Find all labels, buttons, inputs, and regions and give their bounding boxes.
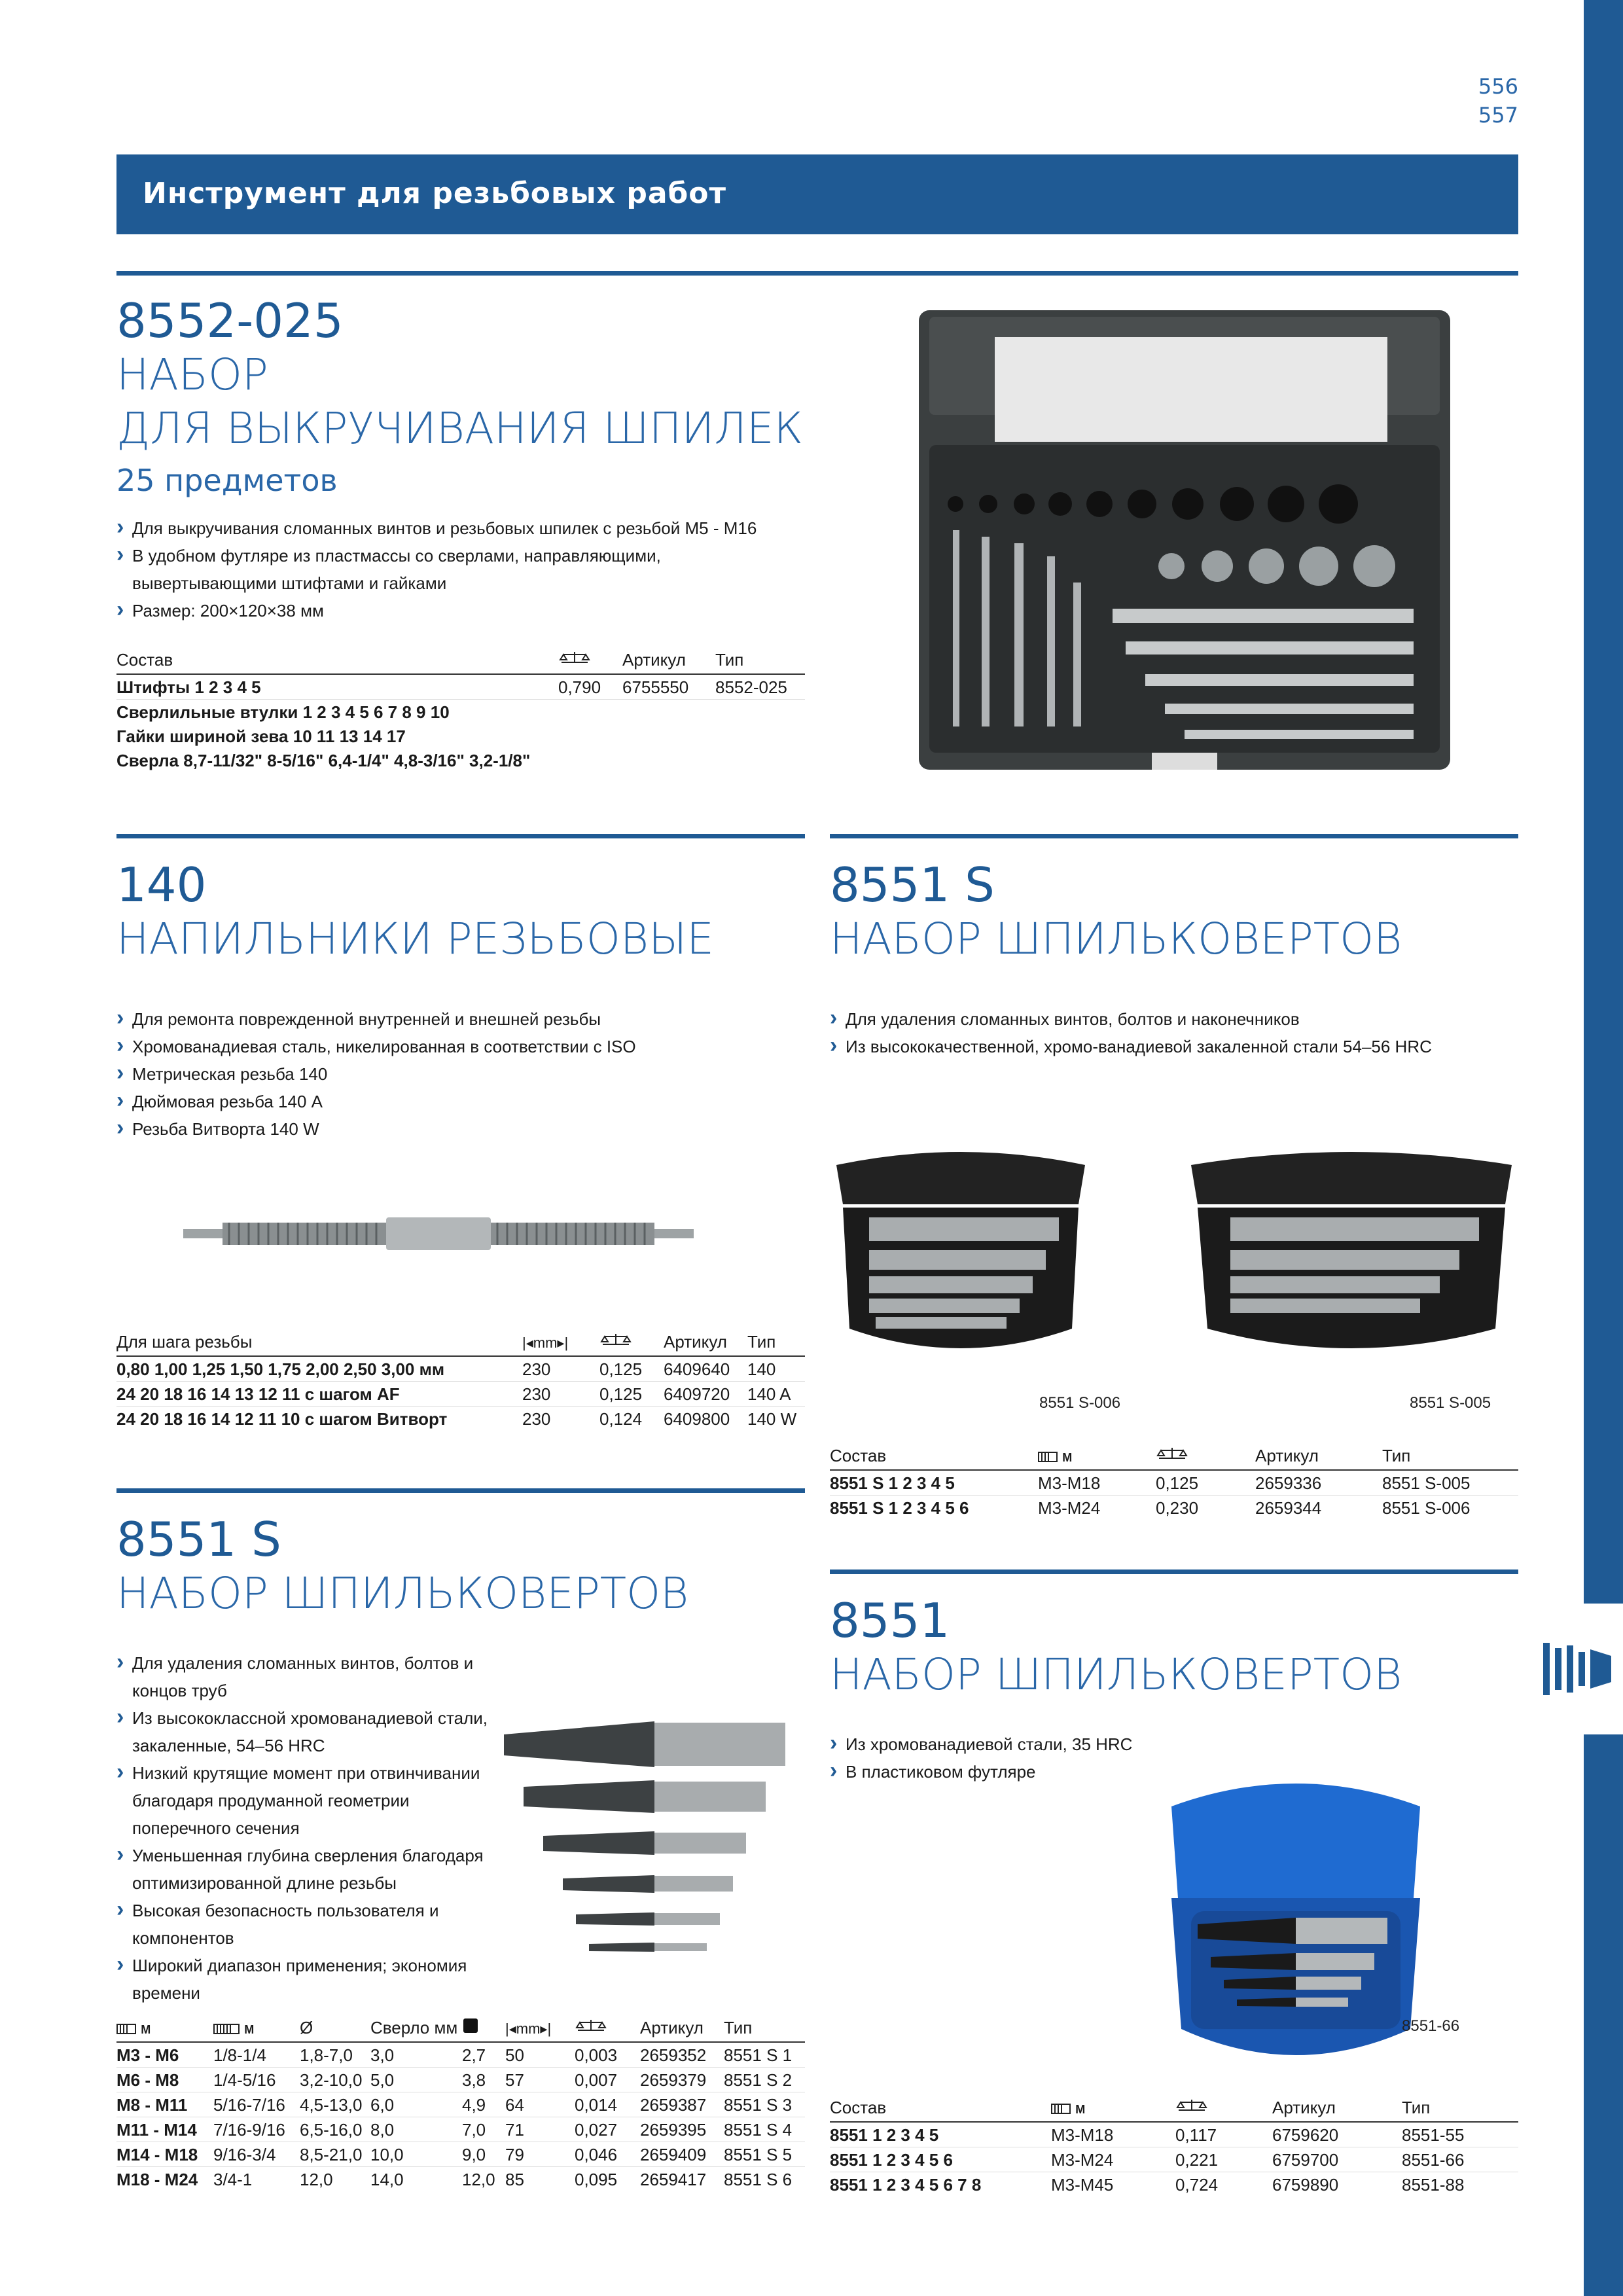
cell: 1/4-5/16 <box>213 2068 300 2092</box>
weight-icon <box>599 1330 664 1356</box>
inch-thread-icon <box>213 2016 300 2042</box>
cell: 8,0 <box>370 2117 462 2142</box>
product-image-140 <box>183 1211 694 1257</box>
cell: 140 <box>747 1356 805 1382</box>
col-header: Состав <box>830 1444 1038 1470</box>
cell: 0,046 <box>575 2142 640 2167</box>
feature-item: › Для ремонта поврежденной внутренней и внешней резьбы <box>116 1005 805 1033</box>
table-row <box>116 2068 805 2092</box>
table-row <box>116 700 805 725</box>
feature-list <box>116 1005 805 1143</box>
cell: 9,0 <box>462 2142 505 2167</box>
feature-item: › Метрическая резьба 140 <box>116 1060 805 1088</box>
product-name: НАБОР ШПИЛЬКОВЕРТОВ <box>116 1568 689 1619</box>
product-code: 8551 <box>830 1593 950 1648</box>
cell: 0,095 <box>575 2170 618 2189</box>
square-drive-icon <box>462 2016 505 2042</box>
cell: 8551 S 2 <box>724 2068 805 2092</box>
section-header <box>116 154 1518 234</box>
product-image-8551-66 <box>1158 1767 1433 2075</box>
cell: 5,0 <box>370 2068 462 2092</box>
cell: 6759890 <box>1272 2175 1339 2195</box>
col-header: Артикул <box>640 2016 724 2042</box>
cell: 3,2-10,0 <box>300 2068 370 2092</box>
cell: 57 <box>505 2068 575 2092</box>
feature-item: › Для удаления сломанных винтов, болтов и концов труб <box>116 1649 509 1704</box>
cell: 7/16-9/16 <box>213 2117 300 2142</box>
feature-list <box>116 1649 509 2007</box>
cell: 8551 S 1 2 3 4 5 6 <box>830 1498 969 1518</box>
thread-size-icon <box>1038 1444 1156 1470</box>
thread-tools-icon <box>1538 1630 1616 1708</box>
feature-item: › Из хромованадиевой стали, 35 HRC <box>830 1731 1518 1758</box>
cell: Гайки шириной зева 10 11 13 14 17 <box>116 726 406 746</box>
cell: 140 W <box>747 1409 797 1429</box>
table-row <box>830 1496 1518 1520</box>
col-header: Артикул <box>622 648 715 674</box>
cell: 12,0 <box>462 2170 495 2189</box>
weight-icon <box>1156 1444 1255 1470</box>
cell: Штифты 1 2 3 4 5 <box>116 674 558 700</box>
cell: 0,230 <box>1156 1498 1199 1518</box>
col-header: Для шага резьбы <box>116 1330 522 1356</box>
image-caption: 8551 S-006 <box>1039 1394 1121 1412</box>
col-header: Сверло мм <box>370 2016 462 2042</box>
cell: 1,8-7,0 <box>300 2042 370 2068</box>
thread-size-icon <box>116 2016 213 2042</box>
divider <box>116 834 805 838</box>
table-row <box>116 2042 805 2068</box>
table-row <box>116 1382 805 1407</box>
cell: 0,790 <box>558 674 622 700</box>
thread-size-icon <box>1051 2096 1175 2122</box>
cell: 8552-025 <box>715 674 805 700</box>
product-140 <box>116 857 805 1143</box>
product-image-8552-025 <box>916 308 1453 772</box>
cell: M11 - M14 <box>116 2117 213 2142</box>
product-name: НАПИЛЬНИКИ РЕЗЬБОВЫЕ <box>116 914 715 964</box>
thread-unit: M <box>141 2023 151 2036</box>
cell: 8551 1 2 3 4 5 6 <box>830 2147 1051 2172</box>
table-row <box>116 1356 805 1382</box>
cell: 0,221 <box>1175 2147 1272 2172</box>
length-icon: |◂mm▸| <box>505 2016 575 2042</box>
col-header: Тип <box>1402 2096 1518 2122</box>
col-header: Состав <box>116 648 558 674</box>
product-name-line2: ДЛЯ ВЫКРУЧИВАНИЯ ШПИЛЕК <box>116 403 804 454</box>
cell: 6759700 <box>1272 2147 1402 2172</box>
cell: 8551 S 1 2 3 4 5 <box>830 1470 1038 1496</box>
divider <box>116 271 1518 276</box>
cell: 8551 S 5 <box>724 2142 805 2167</box>
cell: 24 20 18 16 14 12 11 10 с шагом Витворт <box>116 1409 448 1429</box>
cell: Сверлильные втулки 1 2 3 4 5 6 7 8 9 10 <box>116 702 450 722</box>
cell: 12,0 <box>300 2170 333 2189</box>
cell: 2659352 <box>640 2042 724 2068</box>
product-code: 8551 S <box>116 1512 281 1567</box>
cell: 8551 S-005 <box>1382 1470 1518 1496</box>
cell: 6,5-16,0 <box>300 2117 370 2142</box>
cell: 4,5-13,0 <box>300 2092 370 2117</box>
col-header: Тип <box>1382 1444 1518 1470</box>
cell: M3-M45 <box>1051 2175 1114 2195</box>
cell: 2659395 <box>640 2117 724 2142</box>
thread-unit: M <box>1062 1451 1073 1464</box>
cell: 8551 S-006 <box>1382 1498 1471 1518</box>
weight-icon <box>575 2016 640 2042</box>
cell: 3,8 <box>462 2068 505 2092</box>
cell: 1/8-1/4 <box>213 2042 300 2068</box>
cell: 4,9 <box>462 2092 505 2117</box>
weight-icon <box>1175 2096 1272 2122</box>
cell: 8,5-21,0 <box>300 2142 370 2167</box>
spec-table <box>116 2016 805 2191</box>
feature-item: › Дюймовая резьба 140 A <box>116 1088 805 1115</box>
cell: M3 - M6 <box>116 2042 213 2068</box>
length-icon: |◂mm▸| <box>522 1330 599 1356</box>
cell: 0,124 <box>599 1409 643 1429</box>
cell: M3-M18 <box>1038 1470 1156 1496</box>
product-subtitle: 25 предметов <box>116 463 338 498</box>
feature-item: › Уменьшенная глубина сверления благодаря оптимизированной длине резьбы <box>116 1842 509 1897</box>
cell: 79 <box>505 2142 575 2167</box>
table-row <box>116 2092 805 2117</box>
cell: 0,014 <box>575 2092 640 2117</box>
table-row <box>116 2117 805 2142</box>
cell: 3/4-1 <box>213 2170 253 2189</box>
cell: M8 - M11 <box>116 2092 213 2117</box>
cell: 6755550 <box>622 674 715 700</box>
cell: 6,0 <box>370 2092 462 2117</box>
cell: 8551 S 4 <box>724 2117 805 2142</box>
cell: 6759620 <box>1272 2122 1402 2147</box>
cell: 8551 1 2 3 4 5 6 7 8 <box>830 2175 982 2195</box>
product-code: 8552-025 <box>116 293 344 348</box>
cell: 2659409 <box>640 2142 724 2167</box>
page-numbers <box>1478 72 1518 130</box>
feature-item: › Из высококлассной хромованадиевой стали, закаленные, 54–56 HRC <box>116 1704 509 1759</box>
thread-unit: M <box>244 2023 255 2036</box>
feature-item: › Для удаления сломанных винтов, болтов и наконечников <box>830 1005 1518 1033</box>
feature-item: › Для выкручивания сломанных винтов и резьбовых шпилек с резьбой M5 - M16 <box>116 514 771 542</box>
spec-table <box>830 2096 1518 2197</box>
product-image-8551S-006 <box>830 1145 1092 1374</box>
cell: 50 <box>505 2042 575 2068</box>
product-8551S-sets <box>830 857 1518 1060</box>
cell: 8551-88 <box>1402 2175 1465 2195</box>
col-header: Артикул <box>664 1330 747 1356</box>
cell: 0,117 <box>1175 2122 1272 2147</box>
image-caption: 8551-66 <box>1402 2017 1460 2035</box>
cell: M3-M24 <box>1051 2147 1175 2172</box>
cell: 2659379 <box>640 2068 724 2092</box>
feature-item: › Высокая безопасность пользователя и компонентов <box>116 1897 509 1952</box>
product-8552-025 <box>116 293 849 772</box>
table-row <box>116 748 805 772</box>
cell: 14,0 <box>370 2170 404 2189</box>
thread-unit: M <box>1075 2103 1086 2116</box>
cell: 6409800 <box>664 1409 730 1429</box>
product-name-line1: НАБОР <box>116 350 268 400</box>
col-header: Тип <box>715 648 805 674</box>
product-name: НАБОР ШПИЛЬКОВЕРТОВ <box>830 914 1402 964</box>
divider <box>830 1570 1518 1574</box>
cell: 0,80 1,00 1,25 1,50 1,75 2,00 2,50 3,00 мм <box>116 1356 522 1382</box>
col-header: Артикул <box>1272 2096 1402 2122</box>
table-row <box>116 674 805 700</box>
cell: 140 A <box>747 1382 805 1407</box>
feature-item: › Широкий диапазон применения; экономия времени <box>116 1952 509 2007</box>
cell: 5/16-7/16 <box>213 2092 300 2117</box>
cell: Сверла 8,7-11/32" 8-5/16" 6,4-1/4" 4,8-3/16" 3,2-1/8" <box>116 751 531 770</box>
cell: 2659387 <box>640 2092 724 2117</box>
length-unit: mm <box>516 2020 541 2037</box>
cell: 10,0 <box>370 2142 462 2167</box>
cell: 9/16-3/4 <box>213 2142 300 2167</box>
spec-table <box>116 1330 805 1431</box>
cell: 2659344 <box>1255 1498 1322 1518</box>
cell: 0,125 <box>1156 1470 1255 1496</box>
feature-list <box>116 514 771 624</box>
cell: 0,125 <box>599 1382 664 1407</box>
feature-item: › Резьба Витворта 140 W <box>116 1115 805 1143</box>
cell: M3-M24 <box>1038 1498 1101 1518</box>
col-header: Состав <box>830 2096 1051 2122</box>
cell: M3-M18 <box>1051 2122 1175 2147</box>
feature-item: › Размер: 200×120×38 мм <box>116 597 771 624</box>
cell: 2659417 <box>640 2170 707 2189</box>
cell: 64 <box>505 2092 575 2117</box>
cell: 6409720 <box>664 1382 747 1407</box>
table-row <box>116 724 805 748</box>
product-8551 <box>830 1593 1518 1785</box>
cell: 8551-55 <box>1402 2122 1518 2147</box>
product-name: НАБОР ШПИЛЬКОВЕРТОВ <box>830 1649 1402 1700</box>
table-row <box>830 2147 1518 2172</box>
divider <box>116 1488 805 1493</box>
product-image-extractors <box>497 1715 798 1964</box>
feature-item: › В удобном футляре из пластмассы со сверлами, направляющими, вывертывающими штифтами и гайками <box>116 542 771 597</box>
cell: M6 - M8 <box>116 2068 213 2092</box>
cell: 0,027 <box>575 2117 640 2142</box>
cell: 3,0 <box>370 2042 462 2068</box>
spec-table <box>830 1444 1518 1520</box>
section-title: Инструмент для резьбовых работ <box>143 177 726 210</box>
cell: 8551-66 <box>1402 2147 1518 2172</box>
col-header: Тип <box>724 2016 805 2042</box>
table-row <box>116 1407 805 1431</box>
feature-item: › Низкий крутящие момент при отвинчивании благодаря продуманной геометрии поперечного сечения <box>116 1759 509 1842</box>
product-code: 140 <box>116 857 207 912</box>
table-row <box>830 2172 1518 2197</box>
table-row <box>116 2142 805 2167</box>
sidebar-strip <box>1584 0 1623 2296</box>
cell: M14 - M18 <box>116 2142 213 2167</box>
cell: 85 <box>505 2170 524 2189</box>
feature-item: › Из высококачественной, хромо-ванадиевой закаленной стали 54–56 HRC <box>830 1033 1518 1060</box>
weight-icon <box>558 648 622 674</box>
cell: 6409640 <box>664 1356 747 1382</box>
col-header: Ø <box>300 2016 370 2042</box>
col-header: Артикул <box>1255 1444 1382 1470</box>
cell: 0,003 <box>575 2042 640 2068</box>
table-row <box>830 1470 1518 1496</box>
table-row <box>116 2167 805 2192</box>
divider <box>830 834 1518 838</box>
cell: 24 20 18 16 14 13 12 11 с шагом AF <box>116 1382 522 1407</box>
cell: 71 <box>505 2117 575 2142</box>
length-unit: mm <box>533 1335 558 1351</box>
cell: 0,007 <box>575 2068 640 2092</box>
cell: 8551 1 2 3 4 5 <box>830 2122 1051 2147</box>
feature-list <box>830 1005 1518 1060</box>
spec-table <box>116 648 805 772</box>
feature-item: › Хромованадиевая сталь, никелированная в соответствии с ISO <box>116 1033 805 1060</box>
product-code: 8551 S <box>830 857 995 912</box>
page-number-left: 556 <box>1478 74 1518 99</box>
feature-item: › В пластиковом футляре <box>830 1758 1518 1785</box>
page-number-right: 557 <box>1478 103 1518 128</box>
cell: 230 <box>522 1356 599 1382</box>
cell: 8551 S 3 <box>724 2092 805 2117</box>
col-header: Тип <box>747 1330 805 1356</box>
cell: 2,7 <box>462 2042 505 2068</box>
cell: 0,724 <box>1175 2175 1219 2195</box>
cell: M18 - M24 <box>116 2170 198 2189</box>
cell: 8551 S 1 <box>724 2042 805 2068</box>
product-image-8551S-005 <box>1185 1145 1518 1368</box>
cell: 2659336 <box>1255 1470 1382 1496</box>
cell: 230 <box>522 1382 599 1407</box>
cell: 0,125 <box>599 1356 664 1382</box>
cell: 230 <box>522 1409 551 1429</box>
table-row <box>830 2122 1518 2147</box>
image-caption: 8551 S-005 <box>1410 1394 1491 1412</box>
cell: 8551 S 6 <box>724 2170 793 2189</box>
cell: 7,0 <box>462 2117 505 2142</box>
